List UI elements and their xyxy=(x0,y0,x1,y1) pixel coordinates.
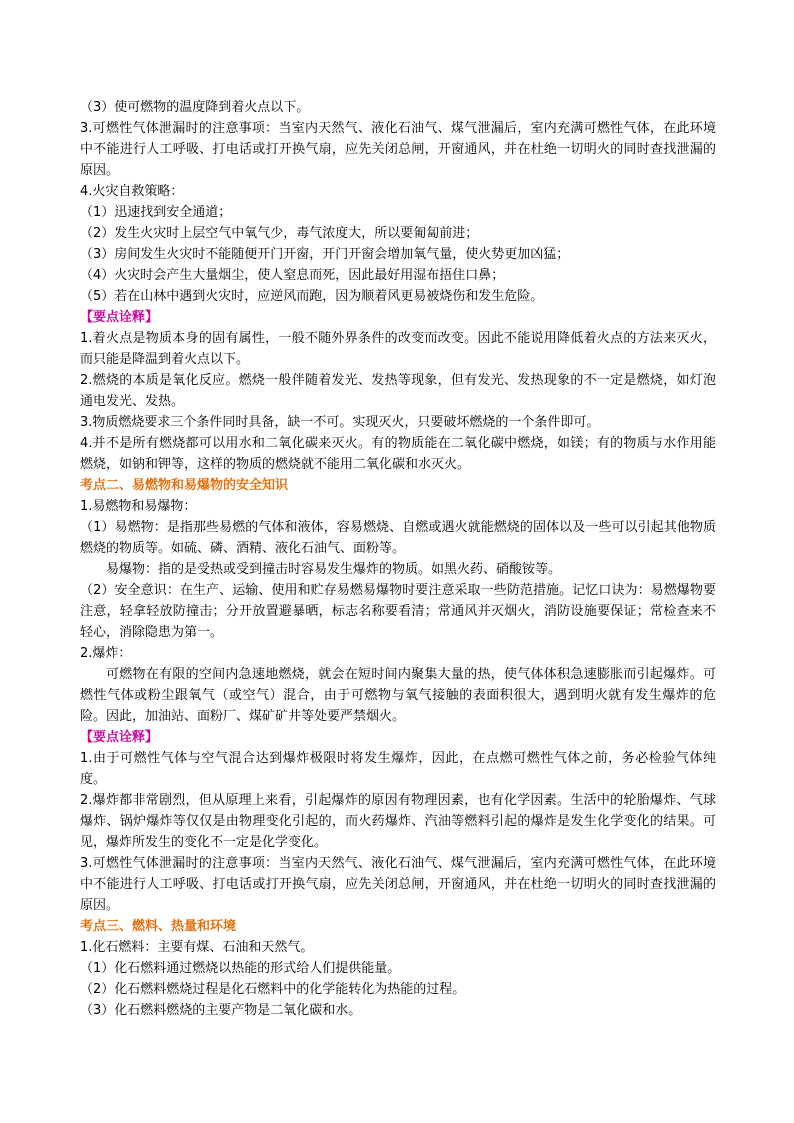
list-item: （1）化石燃料通过燃烧以热能的形式给人们提供能量。 xyxy=(80,961,401,976)
list-item: （2）化石燃料燃烧过程是化石燃料中的化学能转化为热能的过程。 xyxy=(80,982,466,997)
list-item: （2）安全意识：在生产、运输、使用和贮存易燃易爆物时要注意采取一些防范措施。记忆口诀为：易燃爆物要注意，轻拿轻放防撞击；分开放置避暴晒，标志名称要看清；常通风并灭烟火，消防设施要保证；常检查来不轻心，消除隐患为第一。 xyxy=(80,583,716,640)
section-heading: 考点三、燃料、热量和环境 xyxy=(80,919,237,934)
list-item: （3）房间发生火灾时不能随便开门开窗，开门开窗会增加氧气量，使火势更加凶猛； xyxy=(80,247,570,262)
key-points-heading: 【要点诠释】 xyxy=(80,310,159,325)
paragraph: 1.着火点是物质本身的固有属性，一般不随外界条件的改变而改变。因此不能说用降低着火点的方法来灭火，而只能是降温到着火点以下。 xyxy=(80,331,716,367)
section-heading: 考点二、易燃物和易爆物的安全知识 xyxy=(80,478,289,493)
list-item: （1）易燃物：是指那些易燃的气体和液体，容易燃烧、自燃或遇火就能燃烧的固体以及一些可以引起其他物质燃烧的物质等。如硫、磷、酒精、液化石油气、面粉等。 xyxy=(80,520,716,556)
paragraph: 2.爆炸： xyxy=(80,646,132,661)
paragraph: 1.化石燃料：主要有煤、石油和天然气。 xyxy=(80,940,314,955)
paragraph: 4.并不是所有燃烧都可以用水和二氧化碳来灭火。有的物质能在二氧化碳中燃烧，如镁；有的物质与水作用能燃烧，如钠和钾等，这样的物质的燃烧就不能用二氧化碳和水灭火。 xyxy=(80,436,716,472)
paragraph: 可燃物在有限的空间内急速地燃烧，就会在短时间内聚集大量的热，使气体体积急速膨胀而引起爆炸。可燃性气体或粉尘跟氧气（或空气）混合，由于可燃物与氧气接触的表面积很大，遇到明火就有发生爆炸的危险。因此，加油站、面粉厂、煤矿矿井等处要严禁烟火。 xyxy=(80,667,716,724)
list-item: （2）发生火灾时上层空气中氧气少，毒气浓度大，所以要匍匐前进； xyxy=(80,226,479,241)
paragraph: 2.燃烧的本质是氧化反应。燃烧一般伴随着发光、发热等现象，但有发光、发热现象的不一定是燃烧，如灯泡通电发光、发热。 xyxy=(80,373,716,409)
paragraph: 1.由于可燃性气体与空气混合达到爆炸极限时将发生爆炸，因此，在点燃可燃性气体之前，务必检验气体纯度。 xyxy=(80,751,716,787)
list-item: （5）若在山林中遇到火灾时，应逆风而跑，因为顺着风更易被烧伤和发生危险。 xyxy=(80,289,544,304)
paragraph: 3.可燃性气体泄漏时的注意事项：当室内天然气、液化石油气、煤气泄漏后，室内充满可燃性气体，在此环境中不能进行人工呼吸、打电话或打开换气扇，应先关闭总闸，开窗通风，并在杜绝一切明火的同时查找泄漏的原因。 xyxy=(80,121,716,178)
list-item: （4）火灾时会产生大量烟尘，使人窒息而死，因此最好用湿布捂住口鼻； xyxy=(80,268,505,283)
paragraph: 4.火灾自救策略： xyxy=(80,184,184,199)
paragraph: 3.可燃性气体泄漏时的注意事项：当室内天然气、液化石油气、煤气泄漏后，室内充满可燃性气体，在此环境中不能进行人工呼吸、打电话或打开换气扇，应先关闭总闸，开窗通风，并在杜绝一切明火的同时查找泄漏的原因。 xyxy=(80,856,716,913)
paragraph: 2.爆炸都非常剧烈，但从原理上来看，引起爆炸的原因有物理因素，也有化学因素。生活中的轮胎爆炸、气球爆炸、锅炉爆炸等仅仅是由物理变化引起的，而火药爆炸、汽油等燃料引起的爆炸是发生化学变化的结果。可见，爆炸所发生的变化不一定是化学变化。 xyxy=(80,793,716,850)
paragraph: （3）使可燃物的温度降到着火点以下。 xyxy=(80,100,310,115)
list-item: （1）迅速找到安全通道； xyxy=(80,205,232,220)
paragraph: 3.物质燃烧要求三个条件同时具备，缺一不可。实现灭火，只要破坏燃烧的一个条件即可。 xyxy=(80,415,600,430)
list-item: （3）化石燃料燃烧的主要产物是二氧化碳和水。 xyxy=(80,1003,362,1018)
paragraph: 1.易燃物和易爆物： xyxy=(80,499,197,514)
document-body xyxy=(80,97,716,1021)
paragraph: 易爆物：指的是受热或受到撞击时容易发生爆炸的物质。如黑火药、硝酸铵等。 xyxy=(106,562,562,577)
key-points-heading: 【要点诠释】 xyxy=(80,730,159,745)
